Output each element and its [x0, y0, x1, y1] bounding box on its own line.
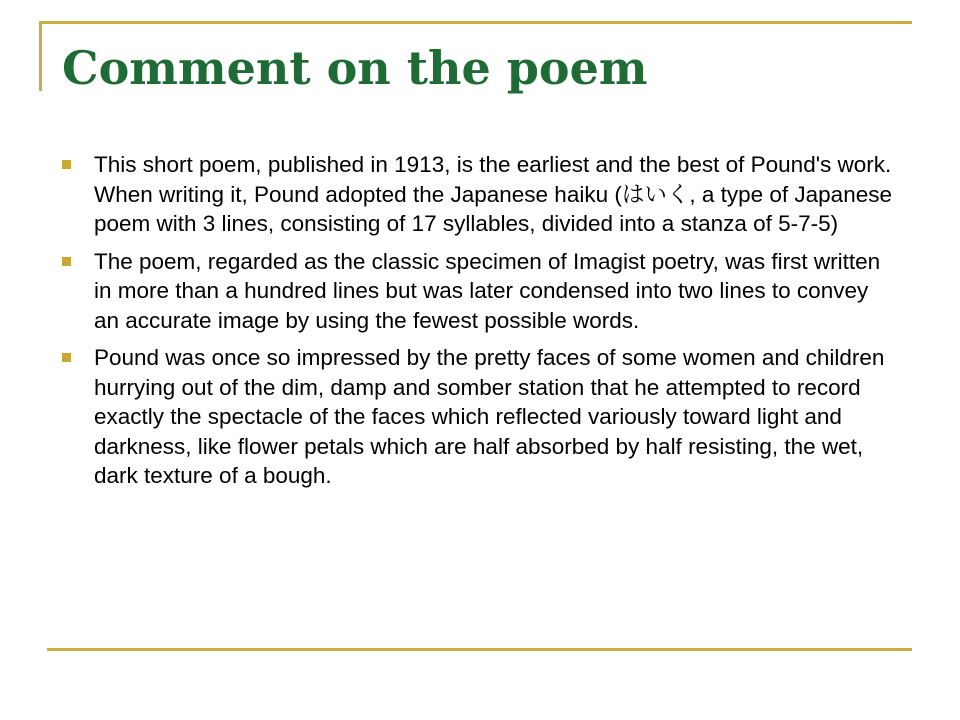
- top-accent-line: [39, 21, 912, 24]
- square-bullet-icon: [62, 160, 71, 169]
- slide-title: Comment on the poem: [62, 41, 648, 95]
- square-bullet-icon: [62, 353, 71, 362]
- left-accent-line: [39, 21, 42, 91]
- bullet-item: [62, 150, 892, 239]
- bullet-list: [62, 150, 892, 499]
- bullet-text: This short poem, published in 1913, is the earliest and the best of Pound's work. When writing it, Pound adopted the Japanese haiku (はいく, a type of Japanese poem with 3 lines, consisting of 17 syllables, divided into a stanza of 5-7-5): [94, 152, 892, 236]
- bullet-text: The poem, regarded as the classic specimen of Imagist poetry, was first written in more than a hundred lines but was later condensed into two lines to convey an accurate image by using the fewest possible words.: [94, 248, 881, 333]
- bottom-accent-line: [47, 648, 912, 651]
- bullet-item: [62, 247, 892, 336]
- square-bullet-icon: [62, 257, 71, 266]
- bullet-item: [62, 343, 892, 491]
- bullet-text: Pound was once so impressed by the pretty faces of some women and children hurrying out of the dim, damp and somber station that he attempted to record exactly the spectacle of the faces which reflected variously toward light and darkness, like flower petals which are half absorbed by half resisting, the wet, dark texture of a bough.: [94, 345, 885, 488]
